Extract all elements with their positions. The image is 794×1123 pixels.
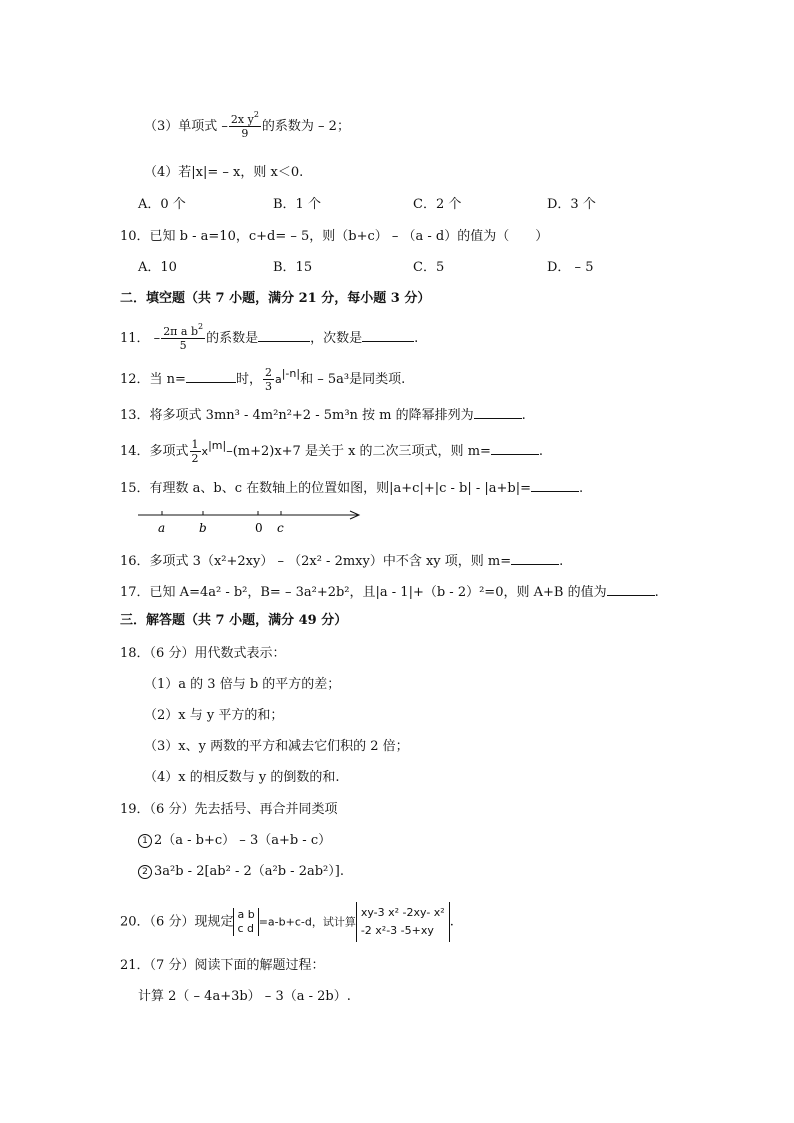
q19-item-2-text: 3a²b - 2[ab² - 2（a²b - 2ab²）].: [154, 864, 344, 879]
q16-end: .: [559, 554, 564, 569]
q15-end: .: [579, 481, 584, 496]
q19-item-2: [138, 864, 344, 880]
q12-suffix: 和 – 5a³是同类项.: [300, 372, 406, 387]
label-zero: 0: [255, 521, 263, 535]
q14-suffix: –(m+2)x+7 是关于 x 的二次三项式，则 m=: [226, 444, 491, 459]
q13-text: 13．将多项式 3mn³ - 4m²n²+2 - 5m³n 按 m 的降幂排列为: [120, 408, 474, 423]
q9-item4: （4）若|x|= – x，则 x＜0.: [144, 165, 304, 180]
q15-blank[interactable]: [531, 479, 579, 492]
q14-frac-num: 1: [191, 438, 199, 451]
q17-blank[interactable]: [607, 583, 655, 596]
q20: [120, 902, 454, 942]
q17: [120, 583, 659, 601]
q9-item3-frac-num-text: 2x y: [230, 113, 254, 126]
det-large-row-1: xy-3 x² -2xy- x²: [360, 906, 445, 919]
q13: [120, 406, 526, 424]
det-small-row-2: c d: [237, 922, 254, 935]
q16-blank[interactable]: [511, 552, 559, 565]
q10-option-b: B．15: [273, 260, 313, 275]
det-large-row-2: -2 x²-3 -5+xy: [360, 924, 434, 937]
q9-option-d: D．3 个: [547, 197, 596, 212]
q11-frac-den: 5: [179, 339, 187, 352]
q12-frac-num: 2: [264, 366, 272, 379]
q10-option-d: D． – 5: [547, 260, 594, 275]
label-a: a: [158, 521, 166, 535]
q19-item-1-text: 2（a - b+c） – 3（a+b - c）: [154, 833, 332, 848]
q10-option-a: A．10: [138, 260, 177, 275]
q12: [120, 366, 405, 393]
q11-prefix: 11． –: [120, 331, 161, 346]
q19-item-1: [138, 833, 331, 849]
q20-determinant-large: [356, 902, 450, 942]
q9-item3-frac-den: 9: [241, 127, 249, 140]
circled-number-2: 2: [138, 865, 152, 879]
q18-item-2: （2）x 与 y 平方的和；: [144, 708, 284, 723]
q9-item3-frac-num: 2x $y^2$: [230, 110, 259, 126]
q11-end: .: [414, 331, 419, 346]
circled-number-1: 1: [138, 834, 152, 848]
q20-determinant-small: [233, 908, 258, 936]
q10-text: 10．已知 b - a=10，c+d= – 5，则（b+c） – （a - d）的值为（ ）: [120, 229, 549, 244]
q12-frac-den: 3: [264, 380, 272, 393]
q11: [120, 322, 419, 352]
q14-blank[interactable]: [491, 442, 539, 455]
q15: [120, 479, 583, 497]
q14-fraction: [190, 438, 201, 465]
q9-item3-prefix: （3）单项式 –: [144, 119, 228, 134]
q15-text: 15．有理数 a、b、c 在数轴上的位置如图，则|a+c|+|c - b| - |a+b|=: [120, 481, 532, 496]
q16-text: 16．多项式 3（x²+2xy） – （2x² - 2mxy）中不含 xy 项，则 m=: [120, 554, 512, 569]
q16: [120, 552, 563, 570]
q11-frac-num: 2π a $b^2$: [163, 322, 204, 338]
q10-option-c: C．5: [413, 260, 445, 275]
q17-text: 17．已知 A=4a² - b²，B= – 3a²+2b²，且|a - 1|+（b - 2）²=0，则 A+B 的值为: [120, 585, 607, 600]
q17-end: .: [654, 585, 659, 600]
q18-title: 18．（6 分）用代数式表示：: [120, 646, 286, 661]
q14-frac-den: 2: [191, 452, 199, 465]
q19-title: 19．（6 分）先去括号、再合并同类项: [120, 802, 338, 817]
q11-blank-2[interactable]: [362, 329, 414, 342]
q21-title: 21．（7 分）阅读下面的解题过程：: [120, 958, 325, 973]
q12-prefix: 12．当 n=: [120, 372, 186, 387]
q18-item-1: （1）a 的 3 倍与 b 的平方的差；: [144, 677, 341, 692]
q9-option-b: B．1 个: [273, 197, 321, 212]
q21-line: 计算 2（ – 4a+3b） – 3（a - 2b）.: [138, 989, 351, 1004]
q12-blank[interactable]: [186, 370, 236, 383]
q9-item3-fraction: [229, 110, 261, 140]
label-c: c: [277, 521, 284, 535]
q12-base: a: [274, 373, 282, 386]
q12-mid: 时，: [235, 372, 262, 387]
q11-mid2: ，次数是: [310, 331, 363, 346]
q12-exponent: |-n|: [281, 367, 301, 380]
q11-mid: 的系数是: [206, 331, 259, 346]
q14-prefix: 14．多项式: [120, 444, 189, 459]
q14: [120, 438, 543, 465]
q9-option-c: C．2 个: [413, 197, 462, 212]
q12-fraction: [263, 366, 274, 393]
q13-end: .: [521, 408, 526, 423]
q14-exponent: |m|: [208, 439, 227, 452]
q11-fraction: [161, 322, 205, 352]
q11-blank-1[interactable]: [258, 329, 310, 342]
section-2-heading: 二．填空题（共 7 小题，满分 21 分，每小题 3 分）: [120, 291, 431, 306]
q11-frac-num-text: 2π a b: [163, 325, 199, 338]
q9-item3: [144, 110, 350, 140]
q14-end: .: [538, 444, 544, 459]
q18-item-3: （3）x、y 两数的平方和减去它们积的 2 倍；: [144, 739, 409, 754]
label-b: b: [199, 521, 207, 535]
q20-mid: =a-b+c-d，试计算: [258, 915, 356, 929]
section-3-heading: 三．解答题（共 7 小题，满分 49 分）: [120, 613, 348, 628]
q14-base: x: [201, 445, 209, 458]
q18-item-4: （4）x 的相反数与 y 的倒数的和.: [144, 770, 340, 785]
q13-blank[interactable]: [474, 406, 522, 419]
det-small-row-1: a b: [237, 908, 255, 921]
number-line-figure: [136, 508, 366, 538]
q20-prefix: 20．（6 分）现规定: [120, 914, 234, 930]
q9-item3-suffix: 的系数为 – 2；: [261, 119, 350, 134]
q9-option-a: A．0 个: [138, 197, 186, 212]
q20-end: .: [449, 914, 454, 930]
